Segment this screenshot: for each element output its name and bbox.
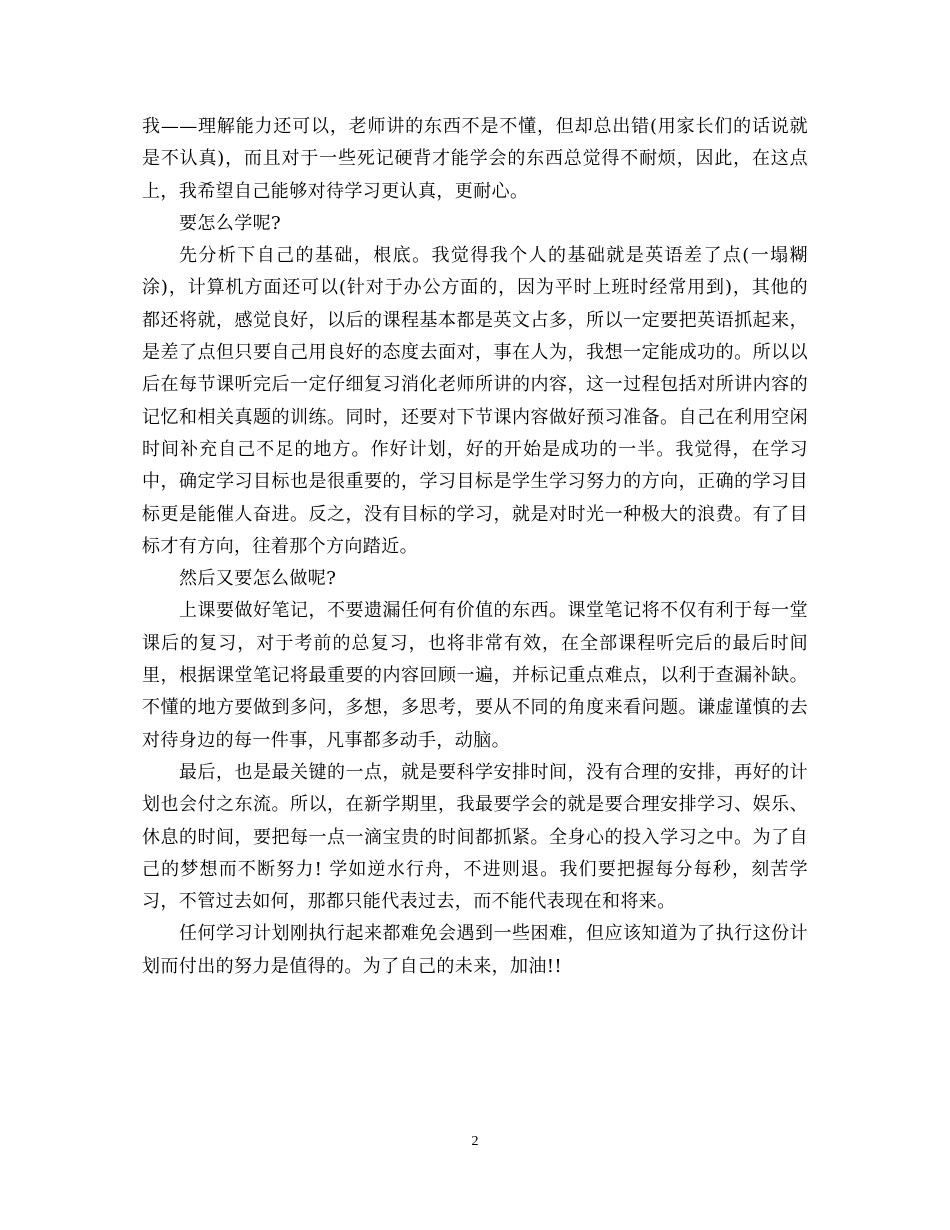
paragraph-3: 先分析下自己的基础，根底。我觉得我个人的基础就是英语差了点(一塌糊涂)，计算机方面还可以(针对于办公方面的，因为平时上班时经常用到)，其他的都还将就，感觉良好，以后的课程基本都是英文占多，所以一定要把英语抓起来，是差了点但只要自己用良好的态度去面对，事在人为，我想一定能成功的。所以以后在每节课听完后一定仔细复习消化老师所讲的内容，这一过程包括对所讲内容的记忆和相关真题的训练。同时，还要对下节课内容做好预习准备。自己在利用空闲时间补充自己不足的地方。作好计划，好的开始是成功的一半。我觉得，在学习中，确定学习目标也是很重要的，学习目标是学生学习努力的方向，正确的学习目标更是能催人奋进。反之，没有目标的学习，就是对时光一种极大的浪费。有了目标才有方向，往着那个方向踏近。 <box>142 245 808 557</box>
paragraph-5: 上课要做好笔记，不要遗漏任何有价值的东西。课堂笔记将不仅有利于每一堂课后的复习，对于考前的总复习，也将非常有效，在全部课程听完后的最后时间里，根据课堂笔记将最重要的内容回顾一遍，并标记重点难点，以利于查漏补缺。不懂的地方要做到多问，多想，多思考，要从不同的角度来看问题。谦虚谨慎的去对待身边的每一件事，凡事都多动手，动脑。 <box>142 600 808 751</box>
paragraph-6: 最后，也是最关键的一点，就是要科学安排时间，没有合理的安排，再好的计划也会付之东流。所以，在新学期里，我最要学会的就是要合理安排学习、娱乐、休息的时间，要把每一点一滴宝贵的时间都抓紧。全身心的投入学习之中。为了自己的梦想而不断努力! 学如逆水行舟，不进则退。我们要把握每分每秒，刻苦学习，不管过去如何，那都只能代表过去，而不能代表现在和将来。 <box>142 761 808 913</box>
paragraph-4-heading-how-to-do: 然后又要怎么做呢? <box>179 568 337 590</box>
document-body <box>142 111 808 983</box>
paragraph-7: 任何学习计划刚执行起来都难免会遇到一些困难，但应该知道为了执行这份计划而付出的努力是值得的。为了自己的未来，加油!! <box>142 923 808 977</box>
paragraph-2-heading-how-to-learn: 要怎么学呢? <box>179 212 282 234</box>
paragraph-1: 我——理解能力还可以，老师讲的东西不是不懂，但却总出错(用家长们的话说就是不认真)，而且对于一些死记硬背才能学会的东西总觉得不耐烦，因此，在这点上，我希望自己能够对待学习更认真，更耐心。 <box>142 116 808 202</box>
page-number: 2 <box>471 1134 479 1149</box>
